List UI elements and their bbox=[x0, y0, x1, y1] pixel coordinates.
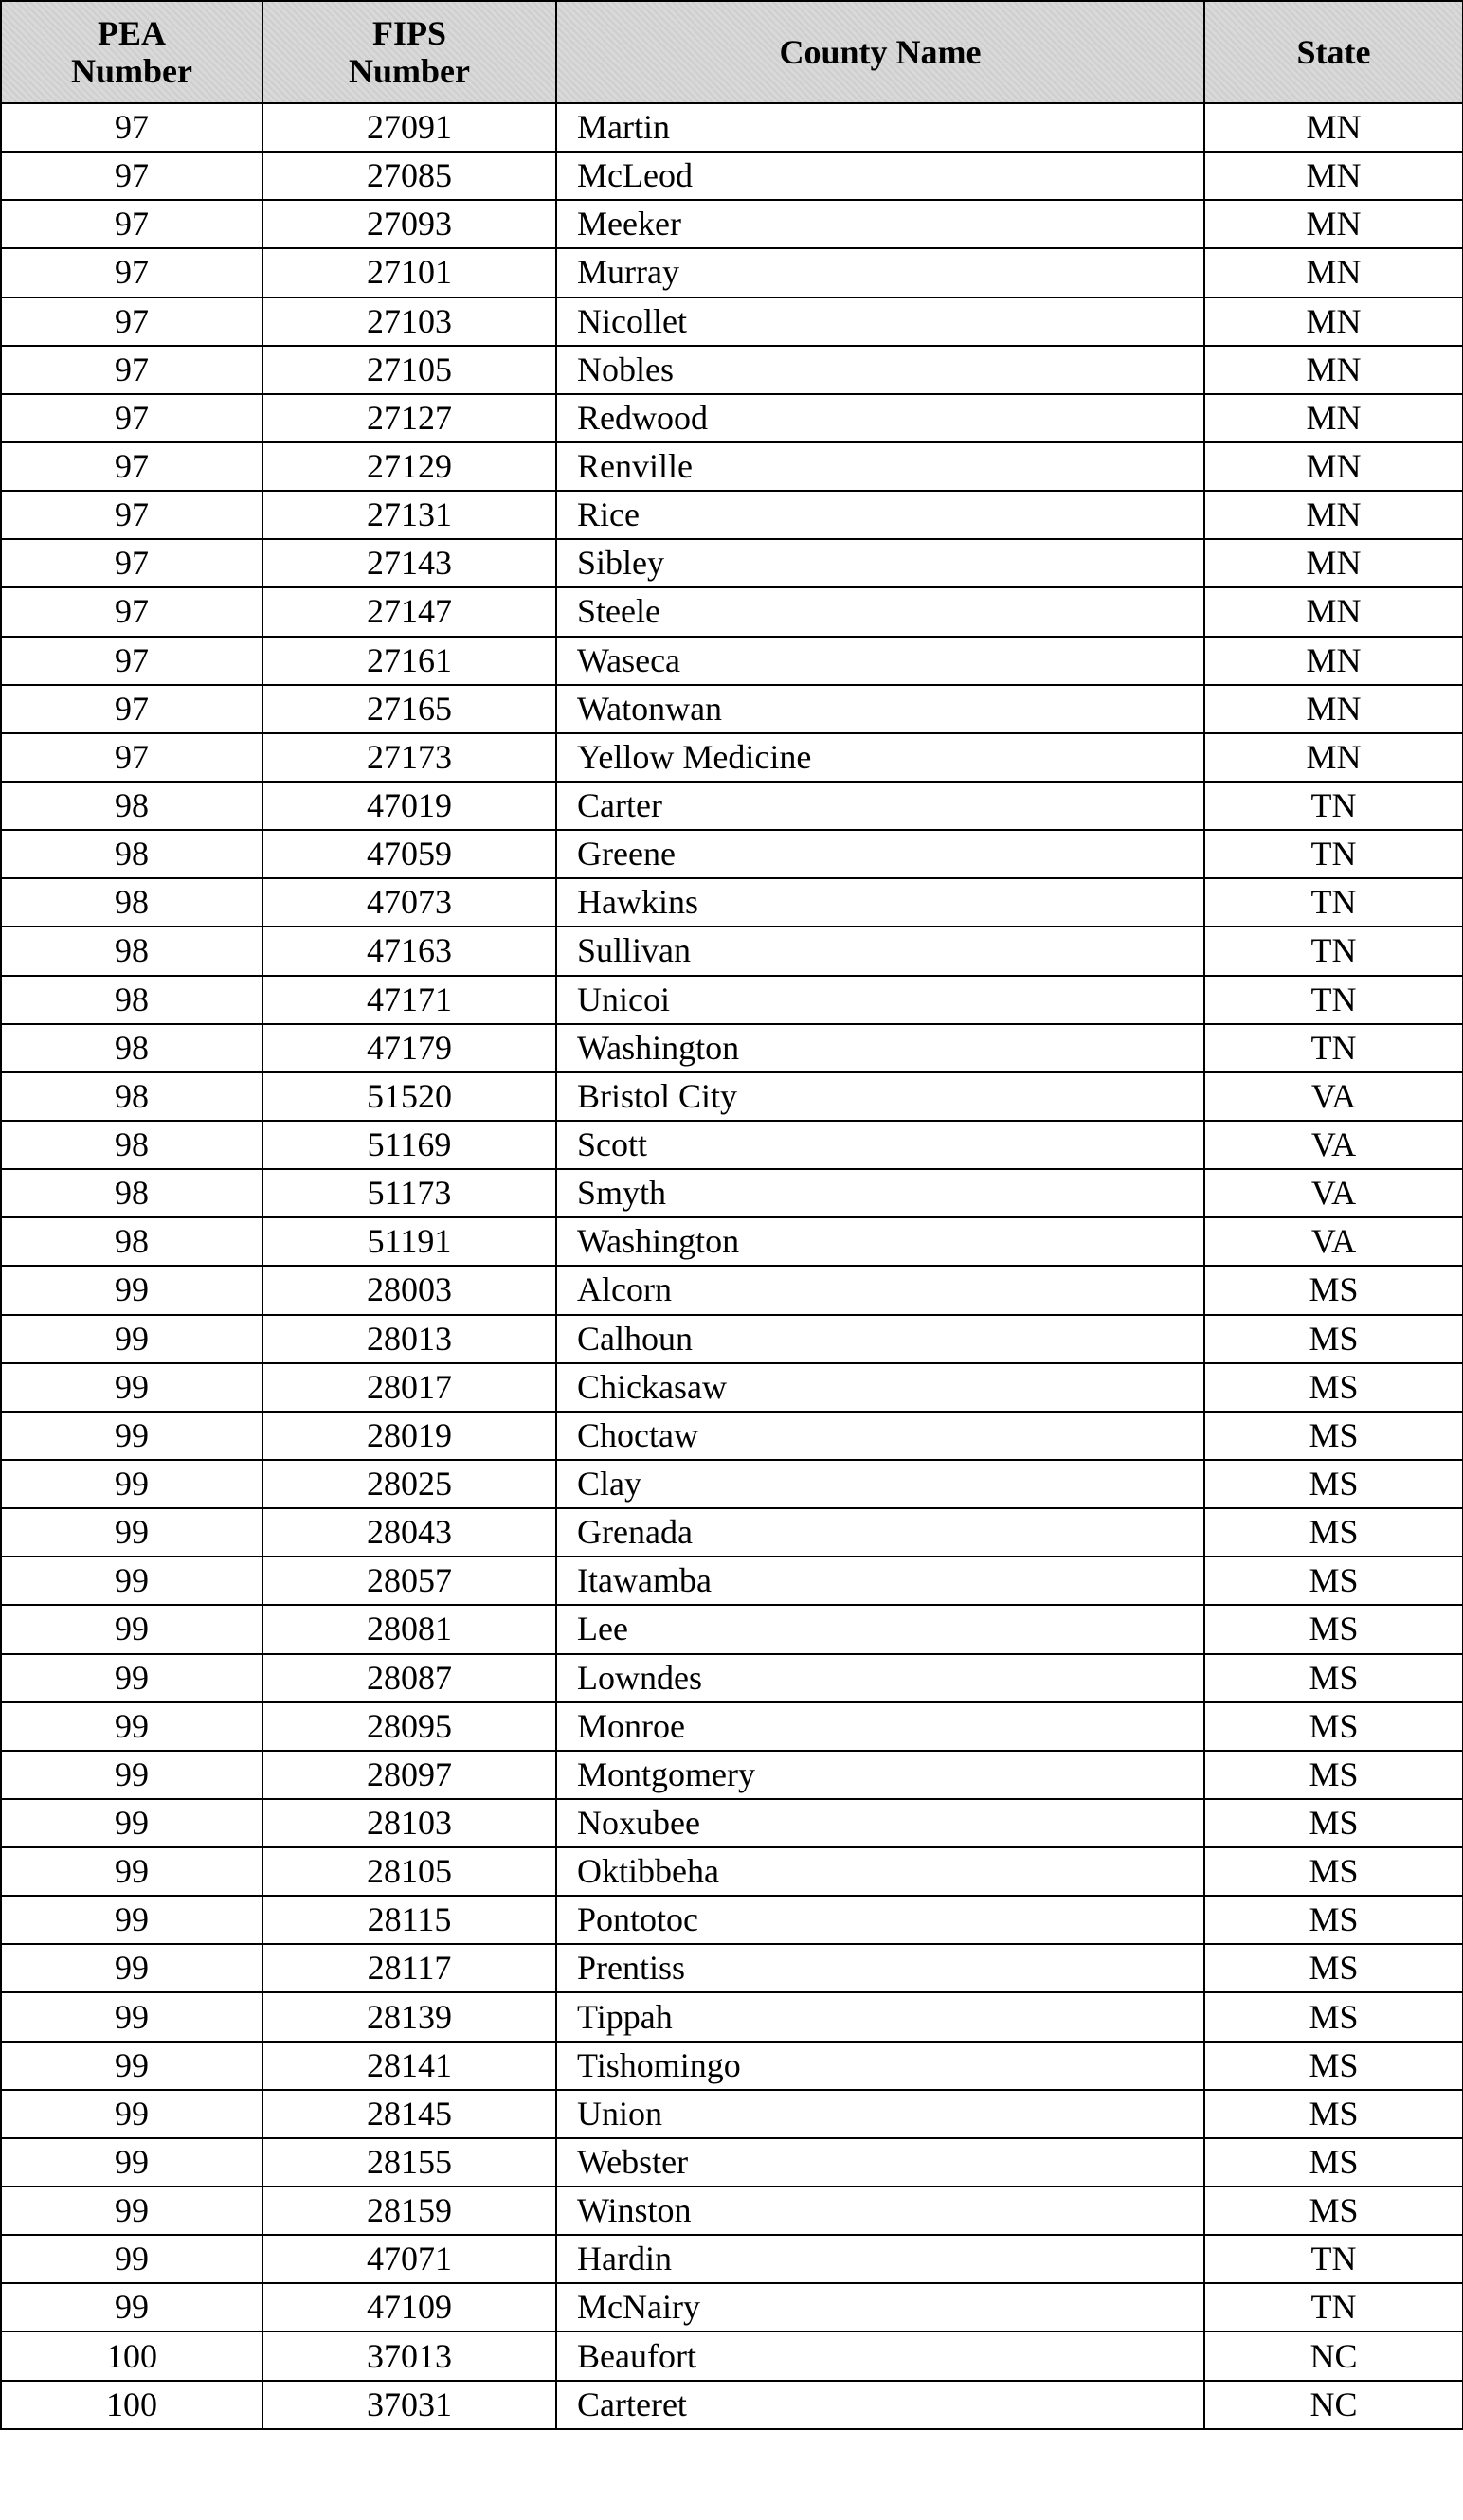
pea-number-cell: 99 bbox=[1, 1847, 262, 1896]
table-row bbox=[1, 1072, 1463, 1121]
county-name-cell: Watonwan bbox=[556, 685, 1204, 733]
table-row bbox=[1, 1702, 1463, 1751]
fips-number-cell: 28141 bbox=[262, 2042, 556, 2090]
fips-number-cell: 28117 bbox=[262, 1944, 556, 1992]
county-name-cell: Renville bbox=[556, 442, 1204, 491]
fips-number-cell: 47059 bbox=[262, 830, 556, 878]
pea-number-cell: 97 bbox=[1, 539, 262, 587]
county-name-cell: Calhoun bbox=[556, 1315, 1204, 1363]
fips-number-cell: 27093 bbox=[262, 200, 556, 248]
county-name-cell: Redwood bbox=[556, 394, 1204, 442]
pea-number-cell: 97 bbox=[1, 394, 262, 442]
table-body bbox=[1, 103, 1463, 2429]
header-pea-line-1: PEA bbox=[98, 14, 166, 52]
pea-number-cell: 98 bbox=[1, 1121, 262, 1169]
state-cell: MN bbox=[1204, 152, 1463, 200]
fips-number-cell: 27165 bbox=[262, 685, 556, 733]
table-row bbox=[1, 1944, 1463, 1992]
county-name-cell: Itawamba bbox=[556, 1557, 1204, 1605]
county-name-cell: McLeod bbox=[556, 152, 1204, 200]
table-row bbox=[1, 1460, 1463, 1508]
state-cell: MN bbox=[1204, 103, 1463, 152]
state-cell: MN bbox=[1204, 733, 1463, 782]
pea-number-cell: 99 bbox=[1, 2138, 262, 2187]
state-cell: TN bbox=[1204, 1024, 1463, 1072]
table-row bbox=[1, 1363, 1463, 1412]
header-row bbox=[1, 1, 1463, 103]
header-pea-number bbox=[1, 1, 262, 103]
state-cell: TN bbox=[1204, 2283, 1463, 2331]
table-row bbox=[1, 1412, 1463, 1460]
county-name-cell: Tippah bbox=[556, 1992, 1204, 2041]
pea-number-cell: 98 bbox=[1, 1072, 262, 1121]
header-pea-line-2: Number bbox=[71, 52, 192, 90]
county-name-cell: Union bbox=[556, 2090, 1204, 2138]
pea-number-cell: 97 bbox=[1, 103, 262, 152]
state-cell: MN bbox=[1204, 491, 1463, 539]
table-row bbox=[1, 637, 1463, 685]
county-name-cell: Alcorn bbox=[556, 1266, 1204, 1314]
state-cell: MN bbox=[1204, 394, 1463, 442]
table-row bbox=[1, 927, 1463, 975]
county-name-cell: Choctaw bbox=[556, 1412, 1204, 1460]
table-row bbox=[1, 491, 1463, 539]
fips-number-cell: 28139 bbox=[262, 1992, 556, 2041]
state-cell: VA bbox=[1204, 1217, 1463, 1266]
fips-number-cell: 27127 bbox=[262, 394, 556, 442]
table-row bbox=[1, 297, 1463, 346]
header-fips-number bbox=[262, 1, 556, 103]
pea-number-cell: 99 bbox=[1, 1654, 262, 1702]
county-name-cell: Pontotoc bbox=[556, 1896, 1204, 1944]
pea-number-cell: 98 bbox=[1, 878, 262, 927]
pea-number-cell: 98 bbox=[1, 830, 262, 878]
table-row bbox=[1, 587, 1463, 636]
fips-number-cell: 27173 bbox=[262, 733, 556, 782]
pea-number-cell: 99 bbox=[1, 1412, 262, 1460]
county-name-cell: Unicoi bbox=[556, 976, 1204, 1024]
table-row bbox=[1, 976, 1463, 1024]
county-name-cell: Greene bbox=[556, 830, 1204, 878]
state-cell: MS bbox=[1204, 1847, 1463, 1896]
table-row bbox=[1, 2042, 1463, 2090]
table-row bbox=[1, 1315, 1463, 1363]
state-cell: MS bbox=[1204, 1557, 1463, 1605]
county-name-cell: Yellow Medicine bbox=[556, 733, 1204, 782]
pea-number-cell: 99 bbox=[1, 1605, 262, 1653]
table-row bbox=[1, 733, 1463, 782]
fips-number-cell: 27143 bbox=[262, 539, 556, 587]
county-name-cell: Carteret bbox=[556, 2381, 1204, 2429]
table-row bbox=[1, 1896, 1463, 1944]
fips-number-cell: 28017 bbox=[262, 1363, 556, 1412]
state-cell: MS bbox=[1204, 1363, 1463, 1412]
state-cell: MS bbox=[1204, 2138, 1463, 2187]
pea-number-cell: 97 bbox=[1, 152, 262, 200]
fips-number-cell: 28081 bbox=[262, 1605, 556, 1653]
table-row bbox=[1, 2138, 1463, 2187]
county-name-cell: Hawkins bbox=[556, 878, 1204, 927]
pea-number-cell: 98 bbox=[1, 976, 262, 1024]
state-cell: VA bbox=[1204, 1121, 1463, 1169]
state-cell: MN bbox=[1204, 442, 1463, 491]
state-cell: TN bbox=[1204, 976, 1463, 1024]
fips-number-cell: 28025 bbox=[262, 1460, 556, 1508]
state-cell: MS bbox=[1204, 1412, 1463, 1460]
pea-number-cell: 97 bbox=[1, 491, 262, 539]
pea-number-cell: 99 bbox=[1, 1315, 262, 1363]
table-row bbox=[1, 685, 1463, 733]
fips-number-cell: 28003 bbox=[262, 1266, 556, 1314]
county-name-cell: Bristol City bbox=[556, 1072, 1204, 1121]
state-cell: MS bbox=[1204, 2090, 1463, 2138]
fips-number-cell: 28115 bbox=[262, 1896, 556, 1944]
pea-number-cell: 98 bbox=[1, 1217, 262, 1266]
fips-number-cell: 47179 bbox=[262, 1024, 556, 1072]
fips-number-cell: 28057 bbox=[262, 1557, 556, 1605]
county-name-cell: Sullivan bbox=[556, 927, 1204, 975]
pea-number-cell: 99 bbox=[1, 1460, 262, 1508]
table-row bbox=[1, 2381, 1463, 2429]
fips-number-cell: 47073 bbox=[262, 878, 556, 927]
county-name-cell: Oktibbeha bbox=[556, 1847, 1204, 1896]
state-cell: MS bbox=[1204, 1654, 1463, 1702]
county-name-cell: Monroe bbox=[556, 1702, 1204, 1751]
pea-number-cell: 97 bbox=[1, 346, 262, 394]
table-row bbox=[1, 2331, 1463, 2380]
table-row bbox=[1, 442, 1463, 491]
table-row bbox=[1, 1266, 1463, 1314]
county-name-cell: Lowndes bbox=[556, 1654, 1204, 1702]
table-row bbox=[1, 2187, 1463, 2235]
county-name-cell: Tishomingo bbox=[556, 2042, 1204, 2090]
fips-number-cell: 27091 bbox=[262, 103, 556, 152]
fips-number-cell: 28103 bbox=[262, 1799, 556, 1847]
state-cell: VA bbox=[1204, 1169, 1463, 1217]
fips-number-cell: 28019 bbox=[262, 1412, 556, 1460]
state-cell: MS bbox=[1204, 1992, 1463, 2041]
county-name-cell: Washington bbox=[556, 1217, 1204, 1266]
county-name-cell: Montgomery bbox=[556, 1751, 1204, 1799]
header-state: State bbox=[1204, 1, 1463, 103]
fips-number-cell: 27147 bbox=[262, 587, 556, 636]
pea-number-cell: 100 bbox=[1, 2381, 262, 2429]
county-name-cell: Rice bbox=[556, 491, 1204, 539]
fips-number-cell: 28087 bbox=[262, 1654, 556, 1702]
fips-number-cell: 51520 bbox=[262, 1072, 556, 1121]
pea-number-cell: 99 bbox=[1, 1896, 262, 1944]
table-row bbox=[1, 103, 1463, 152]
pea-number-cell: 99 bbox=[1, 1508, 262, 1557]
table-row bbox=[1, 1799, 1463, 1847]
table-row bbox=[1, 1121, 1463, 1169]
county-name-cell: Prentiss bbox=[556, 1944, 1204, 1992]
county-name-cell: Nicollet bbox=[556, 297, 1204, 346]
county-name-cell: Sibley bbox=[556, 539, 1204, 587]
pea-number-cell: 97 bbox=[1, 297, 262, 346]
table-row bbox=[1, 1557, 1463, 1605]
county-name-cell: Noxubee bbox=[556, 1799, 1204, 1847]
header-county-name: County Name bbox=[556, 1, 1204, 103]
fips-number-cell: 51173 bbox=[262, 1169, 556, 1217]
county-name-cell: Smyth bbox=[556, 1169, 1204, 1217]
pea-number-cell: 99 bbox=[1, 2235, 262, 2283]
fips-number-cell: 47109 bbox=[262, 2283, 556, 2331]
fips-number-cell: 47171 bbox=[262, 976, 556, 1024]
pea-number-cell: 97 bbox=[1, 733, 262, 782]
pea-number-cell: 97 bbox=[1, 637, 262, 685]
fips-number-cell: 47163 bbox=[262, 927, 556, 975]
pea-number-cell: 99 bbox=[1, 1992, 262, 2041]
county-name-cell: Nobles bbox=[556, 346, 1204, 394]
fips-number-cell: 28159 bbox=[262, 2187, 556, 2235]
pea-number-cell: 99 bbox=[1, 2187, 262, 2235]
fips-number-cell: 28043 bbox=[262, 1508, 556, 1557]
fips-number-cell: 37031 bbox=[262, 2381, 556, 2429]
fips-number-cell: 28145 bbox=[262, 2090, 556, 2138]
county-name-cell: Clay bbox=[556, 1460, 1204, 1508]
table-row bbox=[1, 1751, 1463, 1799]
state-cell: MS bbox=[1204, 2187, 1463, 2235]
pea-number-cell: 97 bbox=[1, 200, 262, 248]
county-name-cell: Webster bbox=[556, 2138, 1204, 2187]
pea-number-cell: 99 bbox=[1, 1799, 262, 1847]
state-cell: MS bbox=[1204, 2042, 1463, 2090]
pea-number-cell: 97 bbox=[1, 248, 262, 297]
state-cell: MN bbox=[1204, 637, 1463, 685]
table-row bbox=[1, 200, 1463, 248]
county-name-cell: Steele bbox=[556, 587, 1204, 636]
state-cell: MN bbox=[1204, 539, 1463, 587]
header-fips-line-2: Number bbox=[349, 52, 470, 90]
county-name-cell: Lee bbox=[556, 1605, 1204, 1653]
table-row bbox=[1, 394, 1463, 442]
state-cell: MN bbox=[1204, 200, 1463, 248]
table-row bbox=[1, 1024, 1463, 1072]
county-name-cell: Washington bbox=[556, 1024, 1204, 1072]
pea-number-cell: 99 bbox=[1, 2042, 262, 2090]
pea-number-cell: 98 bbox=[1, 1024, 262, 1072]
pea-number-cell: 99 bbox=[1, 1944, 262, 1992]
state-cell: MN bbox=[1204, 297, 1463, 346]
county-name-cell: Scott bbox=[556, 1121, 1204, 1169]
state-cell: MN bbox=[1204, 346, 1463, 394]
pea-number-cell: 98 bbox=[1, 927, 262, 975]
state-cell: MS bbox=[1204, 1508, 1463, 1557]
pea-number-cell: 99 bbox=[1, 1266, 262, 1314]
table-row bbox=[1, 1605, 1463, 1653]
fips-number-cell: 27129 bbox=[262, 442, 556, 491]
fips-number-cell: 28095 bbox=[262, 1702, 556, 1751]
county-name-cell: Murray bbox=[556, 248, 1204, 297]
pea-number-cell: 100 bbox=[1, 2331, 262, 2380]
state-cell: VA bbox=[1204, 1072, 1463, 1121]
county-name-cell: McNairy bbox=[556, 2283, 1204, 2331]
table-row bbox=[1, 152, 1463, 200]
table-row bbox=[1, 1992, 1463, 2041]
county-name-cell: Waseca bbox=[556, 637, 1204, 685]
county-name-cell: Carter bbox=[556, 782, 1204, 830]
fips-number-cell: 27085 bbox=[262, 152, 556, 200]
state-cell: MS bbox=[1204, 1605, 1463, 1653]
fips-number-cell: 47071 bbox=[262, 2235, 556, 2283]
state-cell: TN bbox=[1204, 782, 1463, 830]
state-cell: TN bbox=[1204, 927, 1463, 975]
table-row bbox=[1, 346, 1463, 394]
state-cell: MS bbox=[1204, 1315, 1463, 1363]
fips-number-cell: 28105 bbox=[262, 1847, 556, 1896]
state-cell: TN bbox=[1204, 830, 1463, 878]
pea-number-cell: 99 bbox=[1, 1557, 262, 1605]
state-cell: MS bbox=[1204, 1702, 1463, 1751]
table-row bbox=[1, 1654, 1463, 1702]
fips-number-cell: 27131 bbox=[262, 491, 556, 539]
table-row bbox=[1, 2283, 1463, 2331]
table-row bbox=[1, 2235, 1463, 2283]
county-name-cell: Martin bbox=[556, 103, 1204, 152]
state-cell: TN bbox=[1204, 2235, 1463, 2283]
fips-number-cell: 47019 bbox=[262, 782, 556, 830]
state-cell: MS bbox=[1204, 1460, 1463, 1508]
state-cell: MS bbox=[1204, 1266, 1463, 1314]
table-row bbox=[1, 1217, 1463, 1266]
pea-number-cell: 98 bbox=[1, 1169, 262, 1217]
state-cell: MN bbox=[1204, 685, 1463, 733]
pea-number-cell: 98 bbox=[1, 782, 262, 830]
state-cell: NC bbox=[1204, 2381, 1463, 2429]
pea-number-cell: 99 bbox=[1, 1363, 262, 1412]
county-name-cell: Hardin bbox=[556, 2235, 1204, 2283]
state-cell: MS bbox=[1204, 1896, 1463, 1944]
table-row bbox=[1, 248, 1463, 297]
pea-number-cell: 97 bbox=[1, 587, 262, 636]
state-cell: MS bbox=[1204, 1799, 1463, 1847]
table-row bbox=[1, 2090, 1463, 2138]
table-row bbox=[1, 830, 1463, 878]
county-name-cell: Beaufort bbox=[556, 2331, 1204, 2380]
table-row bbox=[1, 1169, 1463, 1217]
county-name-cell: Meeker bbox=[556, 200, 1204, 248]
fips-number-cell: 51191 bbox=[262, 1217, 556, 1266]
fips-number-cell: 28097 bbox=[262, 1751, 556, 1799]
state-cell: MS bbox=[1204, 1751, 1463, 1799]
fips-number-cell: 28155 bbox=[262, 2138, 556, 2187]
fips-number-cell: 37013 bbox=[262, 2331, 556, 2380]
table-row bbox=[1, 878, 1463, 927]
pea-number-cell: 97 bbox=[1, 442, 262, 491]
fips-number-cell: 28013 bbox=[262, 1315, 556, 1363]
table-row bbox=[1, 539, 1463, 587]
fips-number-cell: 27101 bbox=[262, 248, 556, 297]
state-cell: MN bbox=[1204, 587, 1463, 636]
table-row bbox=[1, 782, 1463, 830]
fips-number-cell: 27103 bbox=[262, 297, 556, 346]
fips-number-cell: 27105 bbox=[262, 346, 556, 394]
pea-number-cell: 99 bbox=[1, 1702, 262, 1751]
table-row bbox=[1, 1847, 1463, 1896]
state-cell: MN bbox=[1204, 248, 1463, 297]
pea-number-cell: 99 bbox=[1, 2090, 262, 2138]
pea-number-cell: 97 bbox=[1, 685, 262, 733]
pea-number-cell: 99 bbox=[1, 1751, 262, 1799]
state-cell: TN bbox=[1204, 878, 1463, 927]
county-name-cell: Winston bbox=[556, 2187, 1204, 2235]
header-fips-line-1: FIPS bbox=[371, 14, 446, 52]
county-name-cell: Grenada bbox=[556, 1508, 1204, 1557]
pea-number-cell: 99 bbox=[1, 2283, 262, 2331]
state-cell: MS bbox=[1204, 1944, 1463, 1992]
fips-number-cell: 27161 bbox=[262, 637, 556, 685]
state-cell: NC bbox=[1204, 2331, 1463, 2380]
table-header bbox=[1, 1, 1463, 103]
county-name-cell: Chickasaw bbox=[556, 1363, 1204, 1412]
table-row bbox=[1, 1508, 1463, 1557]
fips-number-cell: 51169 bbox=[262, 1121, 556, 1169]
